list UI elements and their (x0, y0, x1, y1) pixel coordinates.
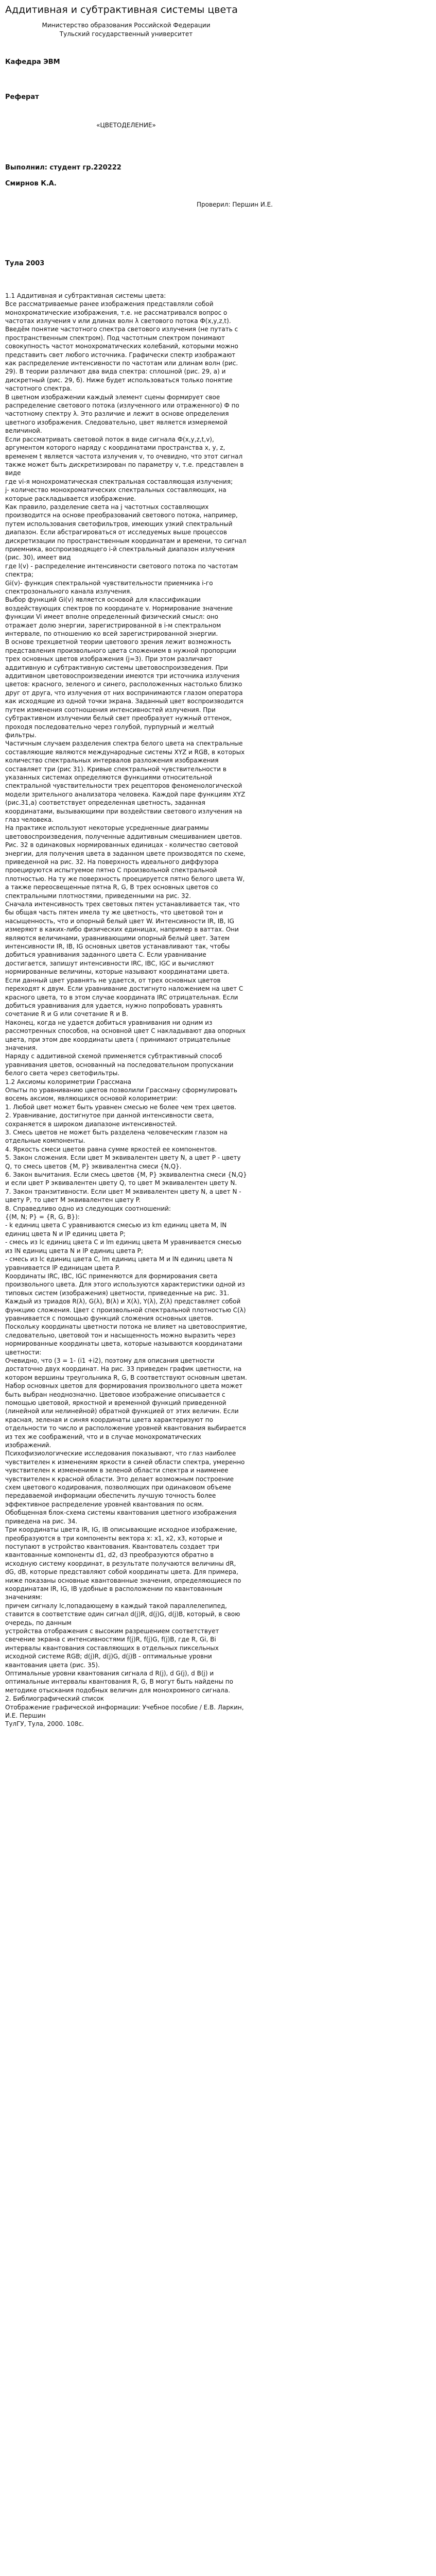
paragraph: Наконец, когда не удается добиться уравнивания ни одним из рассмотренных способов, на основной цвет С накладывают два опорных цвета, при этом две координаты цвета ( принимают отрицательные значения. (5, 1019, 246, 1052)
paragraph: где l(v) - распределение интенсивности светового потока по частотам спектра; (5, 562, 238, 579)
section-heading: 1.1 Аддитивная и субтрактивная системы цвета: (5, 292, 166, 299)
paragraph: Выбор функций Gi(v) является основой для классификации воздействующих спектров по координате v. Нормирование значение функции Vi имеет вполне определенный физический смысл: оно отражает долю энергии, зарегистрированной в i-м спектральном интервале, по отношению ко всей зарегистрированной энергии. (5, 596, 233, 638)
page-title: Аддитивная и субтрактивная системы цвета (5, 4, 238, 15)
city-year-line: Тула 2003 (5, 259, 45, 267)
paragraph: Наряду с аддитивной схемой применяется субтрактивный способ уравнивания цветов, основанный на последовательном пропускании белого света через светофильтры. (5, 1053, 234, 1077)
list-item: 4. Яркость смеси цветов равна сумме яркостей ее компонентов. (5, 1145, 217, 1153)
paragraph: где vi-я монохроматическая спектральная составляющая излучения; (5, 478, 233, 485)
paragraph: Gi(v)- функция спектральной чувствительности приемника i-го спектрозонального канала излучения. (5, 579, 213, 596)
paragraph: Очевидно, что (3 = 1- (i1 +i2), поэтому для описания цветности достаточно двух координат. На рис. 33 приведен график цветности, на котором вершины треугольника R, G, B соответствуют основным цветам. (5, 1357, 247, 1381)
checked-by-line: Проверил: Першин И.Е. (196, 200, 273, 208)
bibliography-item: ТулГУ, Тула, 2000. 108с. (5, 1720, 84, 1728)
paragraph: Три координаты цвета IR, IG, IB описывающие исходное изображение, преобразуются в три компоненты вектора x: x1, x2, x3, которые и поступают в устройство квантования. Квантователь создает три квантованные компоненты d1, d2, d3 преобразуются обратно в исходную систему координат, в результате получаются величины dR, dG, dB, которые представляют собой координаты цвета. Для примера, ниже показаны основные квантованные значения, определяющиеся по координатам IR, IG, IB удобные в расположении по квантованным значениям: (5, 1526, 241, 1601)
department-line: Кафедра ЭВМ (5, 58, 60, 66)
paragraph: Если рассматривать световой поток в виде сигнала Ф(x,y,z,t,v), аргументом которого наряду с координатами пространства x, y, z, временем t является частота излучения v, то очевидно, что этот сигнал также может быть дискретизирован по параметру v, т.е. представлен в виде (5, 435, 244, 477)
list-item: - смесь из lc единиц цвета C и lm единиц цвета M уравнивается смесью из lN единиц цвета N и lP единиц цвета P; (5, 1239, 242, 1255)
paragraph: На практике используют некоторые усредненные диаграммы цветовоспроизведения, полученные аддитивным смешиванием цветов. Рис. 32 в одинаковых нормированных единицах - количество световой энергии, для получения цвета в заданном цвете производятся по схеме, приведенной на рис. 32. На поверхность идеального диффузора проецируются испытуемое пятно С произвольной спектральной плотностью. На ту же поверхность проецируется пятно белого цвета W, а также переосвещенные пятна R, G, B трех основных цветов со спектральными плотностями, приведенными на рис. 32. (5, 824, 246, 900)
paragraph: Частичным случаем разделения спектра белого цвета на спектральные составляющие являются международные системы XYZ и RGB, в которых количество спектральных интервалов разложения изображения составляет три (рис 31). Кривые спектральной чувствительности в указанных системах определяются функциями относительной спектральной чувствительности трех рецепторов феноменологической модели зрительного анализатора человека. Каждой паре функциям XYZ (рис.31,а) соответствует определенная цветность, заданная координатами, вызывающими при воздействии светового излучения на глаз человека. (5, 740, 246, 823)
bibliography-item: Отображение графической информации: Учебное пособие / Е.В. Ларкин, И.Е. Першин (5, 1703, 244, 1720)
doc-type-line: Реферат (5, 93, 39, 101)
ministry-line: Министерство образования Российской Федерации (42, 21, 211, 29)
paragraph: В основе трехцветной теории цветового зрения лежит возможность представления произвольного цвета сложением в нужной пропорции трех основных цветов изображения (j=3). При этом различают аддитивную и субтрактивную системы цветовоспроизведения. При аддитивном цветовоспроизведении имеются три источника излучения цветов: красного, зеленого и синего, расположенных настолько близко друг от друга, что излучения от них воспринимаются глазом оператора как исходящие из одной точки экрана. Заданный цвет воспроизводится путем изменения соотношения интенсивностей излучения. При субтрактивном излучении белый свет преобразует нужный оттенок, проходя последовательно через голубой, пурпурный и желтый фильтры. (5, 638, 243, 739)
paragraph: Оптимальные уровни квантования сигнала d R(j), d G(j), d B(j) и оптимальные интервалы квантования R, G, B могут быть найдены по методике отыскания подобных величин для монохромного сигнала. (5, 1670, 233, 1694)
list-item: 3. Смесь цветов не может быть разделена человеческим глазом на отдельные компоненты. (5, 1129, 228, 1145)
paragraph: Психофизиологические исследования показывают, что глаз наиболее чувствителен к изменениям яркости в синей области спектра, умеренно чувствителен к изменениям в зеленой области спектра и наименее чувствителен к красной области. Это делает возможным построение схем цветового кодирования, позволяющих при одинаковом объеме передаваемой информации обеспечить лучшую точность более эффективное распределение уровней квантования по осям. Обобщенная блок-схема системы квантования цветного изображения приведена на рис. 34. (5, 1450, 245, 1525)
paragraph: Если данный цвет уравнять не удается, от трех основных цветов переходят к двум. Если уравнивание достигнуто наложением на цвет С красного цвета, то в этом случае координата IRC отрицательная. Если добиться уравнивания для удается, нужно попробовать уравнять сочетание R и G или сочетание R и B. (5, 976, 243, 1018)
paragraph: В цветном изображении каждый элемент сцены формирует свое распределение светового потока (излученного или отраженного) Ф по частотному спектру λ. Это различие и лежит в основе определения цветного изображения. Следовательно, цвет является измеряемой величиной. (5, 393, 239, 435)
list-item: - k единиц цвета C уравниваются смесью из km единиц цвета M, lN единиц цвета N и lP единиц цвета P; (5, 1222, 227, 1238)
paragraph: Все рассматриваемые ранее изображения представляли собой монохроматические изображения, т.е. не рассматривался вопрос о частотах излучения v или длинах волн λ светового потока Ф(x,y,z,t). Введём понятие частотного спектра светового излучения (не путать с пространственным спектром). Под частотным спектром понимают совокупность частот монохроматических колебаний, которыми можно представить свет любого источника. Графически спектр изображают как распределение интенсивности по частотам или длинам волн (рис. 29). В теории различают два вида спектра: сплошной (рис. 29, а) и дискретный (рис. 29, б). Ниже будет использоваться только понятие частотного спектра. (5, 300, 238, 393)
paragraph: Как правило, разделение света на j частотных составляющих производится на основе преобразований светового потока, например, путем использования светофильтров, имеющих узкий спектральный диапазон. Если абстрагироваться от исследуемых выше процессов дискретизации по пространственным координатам и времени, то сигнал приемника, воспроизводящего i-й спектральный диапазон излучения (рис. 30), имеет вид (5, 503, 247, 562)
paragraph: Опыты по уравниванию цветов позволили Грассману сформулировать восемь аксиом, являющихся основой колориметрии: (5, 1086, 237, 1103)
paragraph: j- количество монохроматических спектральных составляющих, на которые раскладывается изображение. (5, 486, 226, 502)
paragraph: Сначала интенсивность трех световых пятен устанавливается так, что бы общая часть пятен имела ту же цветность, что цветовой тон и насыщенность, что и опорный белый цвет W. Интенсивности IR, IB, IG измеряют в каких-либо физических единицах, например в ваттах. Они являются величинами, уравнивающими опорный белый цвет. Затем интенсивности IR, IB, IG основных цветов устанавливают так, чтобы добиться уравнивания заданного цвета С. Если уравнивание достигается, запишут интенсивности IRC, IBC, IGC и вычисляют нормированные величины, которые называют координатами цвета. (5, 901, 240, 976)
section-heading: 1.2 Аксиомы колориметрии Грассмана (5, 1078, 131, 1086)
topic-line: «ЦВЕТОДЕЛЕНИЕ» (96, 121, 156, 129)
list-item: 1. Любой цвет может быть уравнен смесью не более чем трех цветов. (5, 1103, 237, 1111)
list-item: 8. Справедливо одно из следующих соотношений: (5, 1205, 171, 1212)
student-line: Выполнил: студент гр.220222 (5, 163, 121, 172)
list-item: - смесь из lc единиц цвета C, lm единиц цвета M и lN единиц цвета N уравнивается lP единицам цвета P. (5, 1256, 233, 1272)
paragraph: устройства отображения с высоким разрешением соответствует свечение экрана с интенсивностями f(j)R, f(j)G, f(j)B, где R, Gi, Bi интервалы квантования составляющих в отдельных пиксельных исходной системе RGB; d(j)R, d(j)G, d(j)B - оптимальные уровни квантования цвета (рис. 35). (5, 1627, 219, 1669)
paragraph: причем сигналу Ic,попадающему в каждый такой параллелепипед, ставится в соответствие один сигнал d(j)R, d(j)G, d(j)B, который, в свою очередь, по данным (5, 1602, 240, 1626)
list-item: 7. Закон транзитивности. Если цвет M эквивалентен цвету N, а цвет N - цвету P, то цвет M эквивалентен цвету P. (5, 1188, 241, 1204)
formula-line: {(M, N; P} = {R, G, B}): (5, 1213, 80, 1221)
section-heading: 2. Библиографический список (5, 1695, 104, 1703)
list-item: 5. Закон сложения. Если цвет М эквивалентен цвету N, а цвет P - цвету Q, то смесь цветов {M, P} эквивалентна смеси {N,Q}. (5, 1154, 241, 1170)
paragraph: Набор основных цветов для формирования произвольного цвета может быть выбран неоднозначно. Цветовое изображение описывается с помощью цветовой, яркостной и временной функций приведенной (линейной или нелинейной) обратной функцией от этих величин. Если красная, зеленая и синяя координаты цвета характеризуют по отдельности то число и расположение уровней квантования выбирается из тех же соображений, что и в случае монохроматических изображений. (5, 1382, 246, 1449)
student-name-line: Смирнов К.А. (5, 179, 57, 188)
list-item: 6. Закон вычитания. Если смесь цветов {M, P} эквивалентна смеси {N,Q} и если цвет P эквивалентен цвету Q, то цвет M эквивалентен цвету N. (5, 1171, 247, 1187)
list-item: 2. Уравнивание, достигнутое при данной интенсивности света, сохраняется в широком диапазоне интенсивностей. (5, 1112, 214, 1128)
paragraph: Координаты IRC, IBC, IGC применяются для формирования света произвольного цвета. Для этого используются характеристики одной из типовых систем (изображения) цветности, приведенные на рис. 31. Каждый из триадов R(λ), G(λ), B(λ) и X(λ), Y(λ), Z(λ) представляет собой функцию сложения. Цвет с произвольной спектральной плотностью C(λ) уравнивается с помощью функций сложения основных цветов. Поскольку координаты цветности потока не влияет на цветовосприятие, следовательно, цветовой тон и насыщенность можно выразить через нормированные координаты цвета, которые называются координатами цветности: (5, 1272, 247, 1356)
university-line: Тульский государственный университет (59, 30, 193, 38)
